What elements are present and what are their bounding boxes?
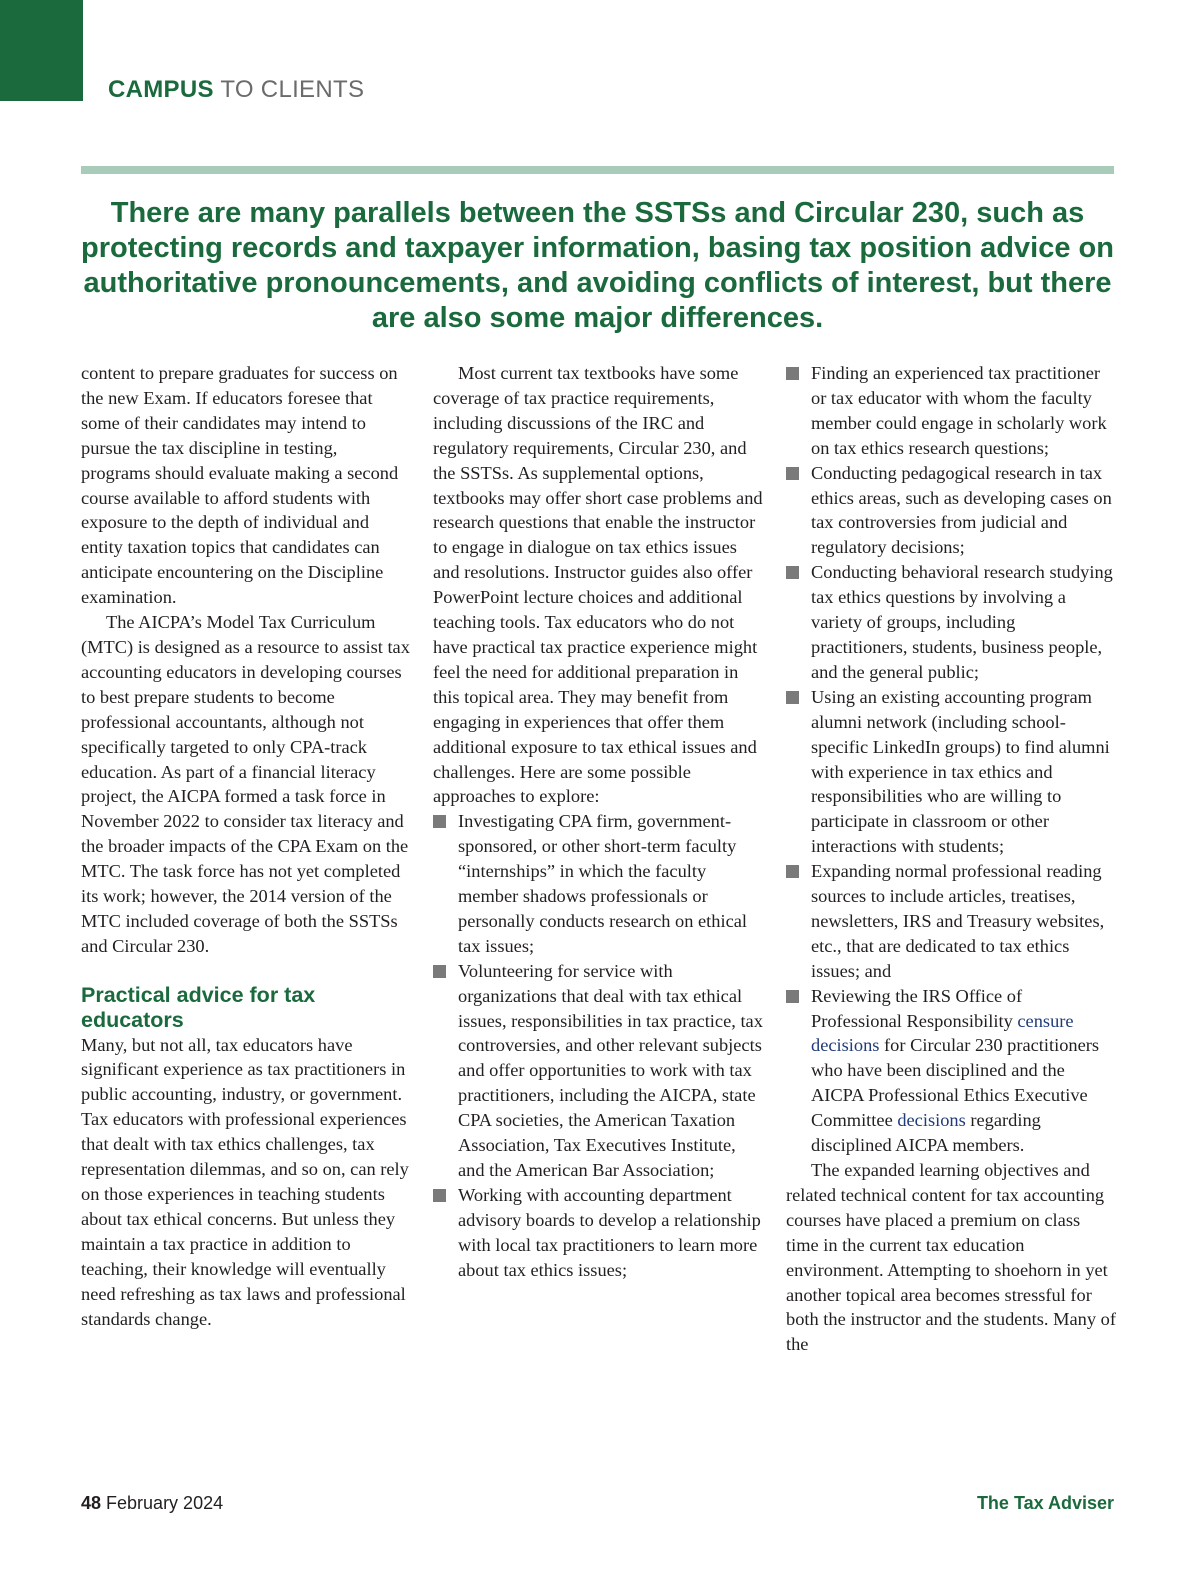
publication-name: The Tax Adviser (976, 1493, 1114, 1513)
column-2 (433, 361, 763, 1283)
paragraph: Most current tax textbooks have some coverage of tax practice requirements, including discussions of the IRC and regulatory requirements, Circular 230, and the SSTSs. As supplemental options, textbooks may offer short case problems and research questions that enable the instructor to engage in dialogue on tax ethics issues and resolutions. Instructor guides also offer PowerPoint lecture choices and additional teaching tools. Tax educators who do not have practical tax practice experience might feel the need for additional preparation in this topical area. They may benefit from engaging in experiences that offer them additional exposure to tax ethical issues and challenges. Here are some possible approaches to explore: (433, 363, 763, 807)
pullquote: There are many parallels between the SSTSs and Circular 230, such as protecting records and taxpayer information, basing tax position advice on authoritative pronouncements, and avoiding conflicts of interest, but there are also some major differences. (81, 197, 1114, 334)
bullet-square-icon (786, 990, 799, 1003)
list-item: Working with accounting department advisory boards to develop a relationship with local tax practitioners to learn more about tax ethics issues; (433, 1183, 763, 1283)
bullet-square-icon (433, 1189, 446, 1202)
page-number: 48 (81, 1493, 102, 1513)
paragraph: The expanded learning objectives and related technical content for tax accounting courses have placed a premium on class time in the current tax education environment. Attempting to shoehorn in yet another topical area becomes stressful for both the instructor and the students. Many of the (786, 1160, 1116, 1355)
bullet-square-icon (433, 965, 446, 978)
bullet-list (433, 809, 763, 1282)
bullet-square-icon (786, 367, 799, 380)
list-item: Finding an experienced tax practitioner or tax educator with whom the faculty member could engage in scholarly work on tax ethics research questions; (786, 361, 1116, 461)
bullet-square-icon (786, 566, 799, 579)
section-header (108, 76, 364, 104)
list-item: Using an existing accounting program alumni network (including school-specific LinkedIn groups) to find alumni with experience in tax ethics and responsibilities who are willing to participate in classroom or other interactions with students; (786, 685, 1116, 859)
column-3 (786, 361, 1116, 1357)
list-item: Conducting behavioral research studying tax ethics questions by involving a variety of groups, including practitioners, students, business people, and the general public; (786, 560, 1116, 685)
paragraph: content to prepare graduates for success on the new Exam. If educators foresee that some of their candidates may intend to pursue the tax discipline in testing, programs should evaluate making a second course available to afford students with exposure to the depth of individual and entity taxation topics that candidates can anticipate encountering on the Discipline examination. (81, 363, 399, 608)
decisions-link[interactable]: decisions (897, 1110, 966, 1131)
footer-page-info (81, 1493, 223, 1514)
paragraph: Many, but not all, tax educators have significant experience as tax practitioners in public accounting, industry, or government. Tax educators with professional experiences that dealt with tax ethics challenges, tax representation dilemmas, and so on, can rely on those experiences in teaching students about tax ethical concerns. But unless they maintain a tax practice in addition to teaching, their knowledge will eventually need refreshing as tax laws and professional standards change. (81, 1034, 409, 1329)
bullet-square-icon (786, 865, 799, 878)
list-item: Investigating CPA firm, government-sponsored, or other short-term faculty “internships” in which the faculty member shadows professionals or personally conducts research on ethical tax issues; (433, 809, 763, 958)
subheading: Practical advice for tax educators (81, 982, 316, 1032)
list-item: Expanding normal professional reading sources to include articles, treatises, newsletters, IRS and Treasury websites, etc., that are dedicated to tax ethics issues; and (786, 859, 1116, 984)
section-header-bold: CAMPUS (108, 76, 214, 103)
bullet-square-icon (786, 691, 799, 704)
list-item: Volunteering for service with organizations that deal with tax ethical issues, responsibilities in tax practice, tax controversies, and other relevant subjects and offer opportunities to work with tax practitioners, including the AICPA, state CPA societies, the American Taxation Association, Tax Executives Institute, and the American Bar Association; (433, 959, 763, 1183)
bullet-list (786, 361, 1116, 1158)
section-header-light: TO CLIENTS (213, 76, 365, 103)
censure-decisions-link[interactable]: censure decisions (811, 1010, 1074, 1056)
pullquote-rule (81, 166, 1114, 174)
list-item: Reviewing the IRS Office of Professional Responsibility censure decisions for Circular 230 practitioners who have been disciplined and the AICPA Professional Ethics Executive Committee decisions regarding disciplined AICPA members. (786, 984, 1116, 1158)
column-1 (81, 361, 411, 1331)
bullet-square-icon (433, 815, 446, 828)
issue-date: February 2024 (101, 1493, 224, 1513)
bullet-square-icon (786, 467, 799, 480)
corner-accent-block (0, 0, 83, 101)
paragraph: The AICPA’s Model Tax Curriculum (MTC) is designed as a resource to assist tax accounting educators in developing courses to best prepare students to become professional accountants, although not specifically targeted to only CPA-track education. As part of a financial literacy project, the AICPA formed a task force in November 2022 to consider tax literacy and the broader impacts of the CPA Exam on the MTC. The task force has not yet completed its work; however, the 2014 version of the MTC included coverage of both the SSTSs and Circular 230. (81, 612, 410, 956)
list-item: Conducting pedagogical research in tax ethics areas, such as developing cases on tax controversies from judicial and regulatory decisions; (786, 461, 1116, 561)
